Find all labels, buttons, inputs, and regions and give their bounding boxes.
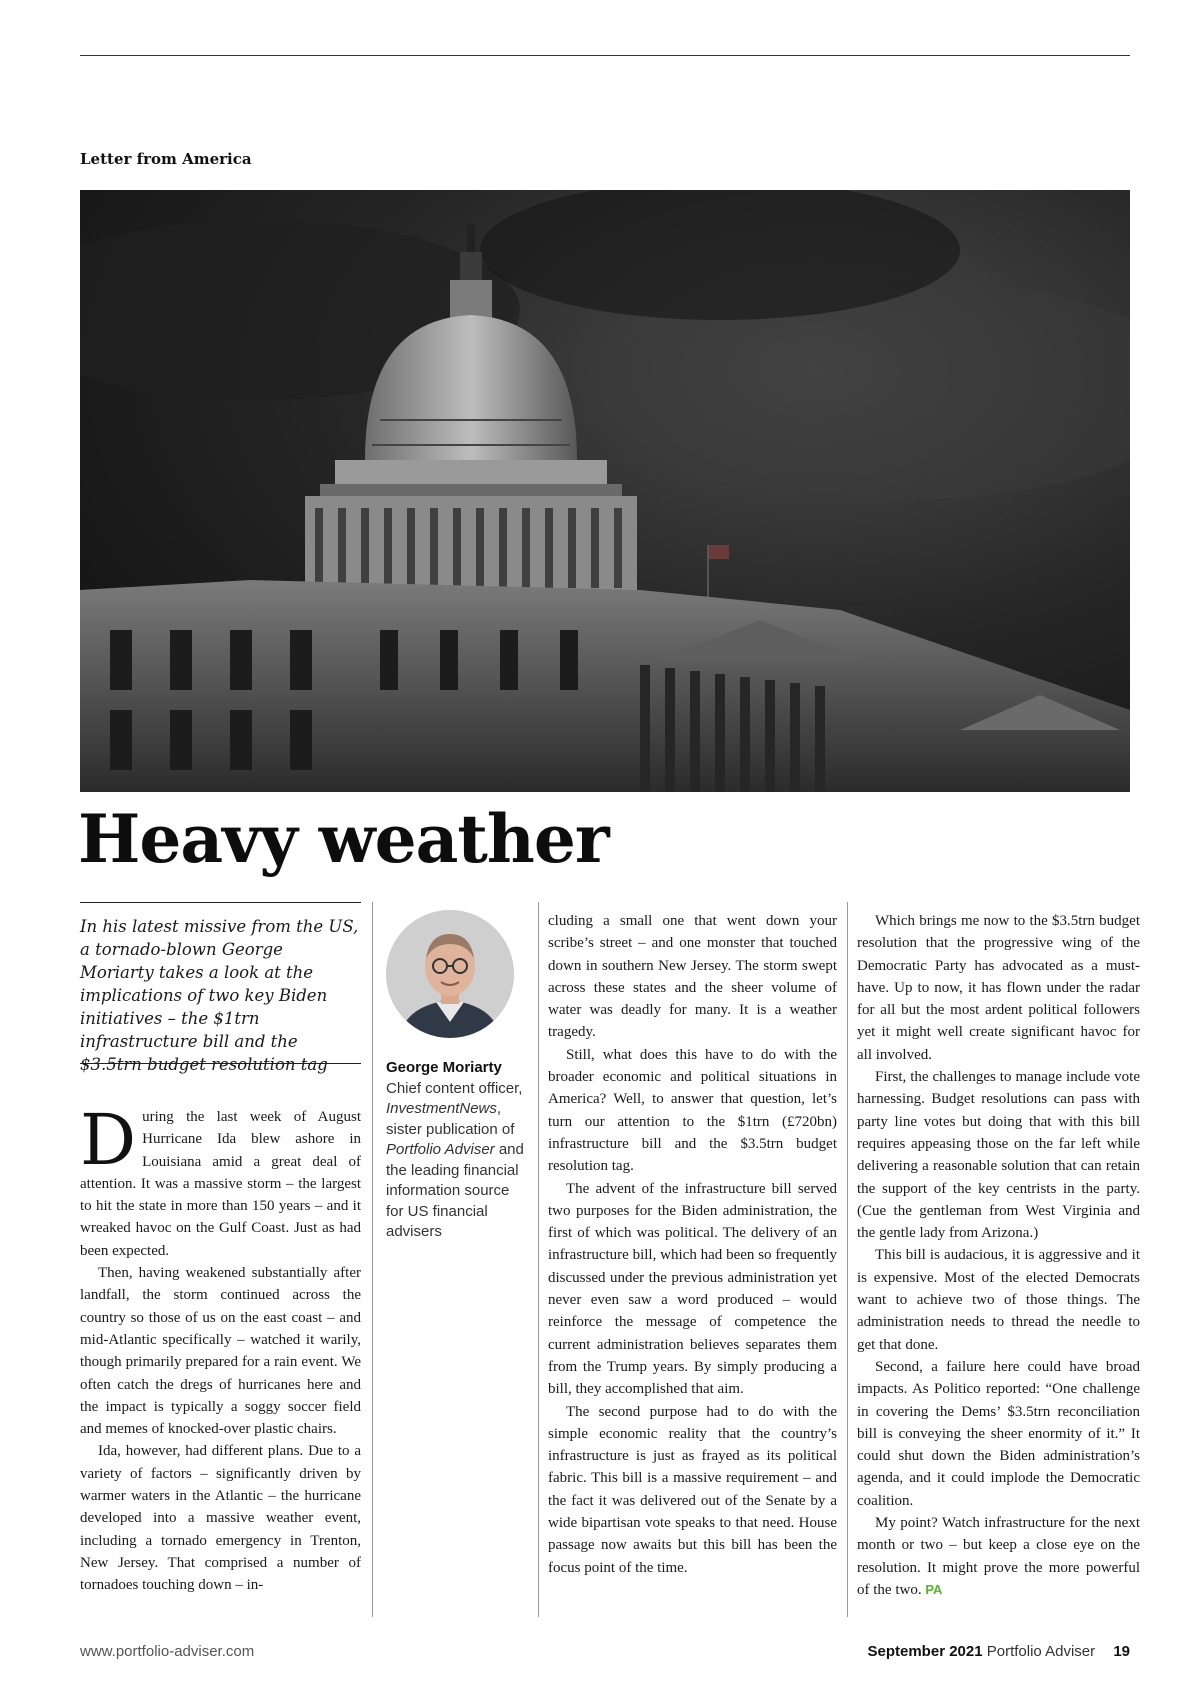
body-paragraph: cluding a small one that went down your scribe’s street – and one monster that touched down in southern New Jersey. The storm swept across these states and the sheer volume of water was deadly for many. It is a weather tragedy.: [548, 913, 837, 1041]
footer-website: www.portfolio-adviser.com: [80, 1643, 255, 1660]
footer-folio: [868, 1643, 1131, 1660]
drop-cap: D: [80, 1099, 137, 1181]
author-avatar: [386, 910, 514, 1038]
hero-image: [80, 190, 1130, 792]
top-rule: [80, 55, 1130, 56]
author-bio: Chief content officer, InvestmentNews, sister publication of Portfolio Adviser and the leading financial information source for US financial advisers: [386, 1079, 524, 1240]
standfirst-box: [80, 902, 361, 1074]
body-paragraph: My point? Watch infrastructure for the next month or two – but keep a close eye on the resolution. It might prove the more powerful of the two. PA: [857, 1515, 1140, 1598]
headline: Heavy weather: [78, 800, 609, 878]
footer-date: September 2021: [867, 1643, 983, 1660]
body-paragraph: The second purpose had to do with the simple economic reality that the country’s infrastructure is just as frayed as its political fabric. This bill is a massive requirement – and the fact it was delivered out of the Senate by a wide bipartisan vote speaks to that need. House passage now awaits but this bill has been the focus point of the time.: [548, 1403, 837, 1576]
body-paragraph: Which brings me now to the $3.5trn budget resolution that the progressive wing of the Democratic Party has advocated as a must-have. Up to now, it has flown under the radar for all but the most ardent political followers yet it might well create significant havoc for all involved.: [857, 913, 1140, 1063]
body-column-3: [857, 910, 1140, 1601]
body-paragraph: First, the challenges to manage include vote harnessing. Budget resolutions can pass with party line votes but doing that with this bill requires appeasing those on the far left while delivering a reasonable solution that can retain the support of the key centrists in the party. (Cue the gentleman from West Virginia and the gentle lady from Arizona.): [857, 1069, 1140, 1242]
body-paragraph: This bill is audacious, it is aggressive and it is expensive. Most of the elected Democrats want to achieve two of those things. The administration needs to thread the needle to get that done.: [857, 1247, 1140, 1353]
author-info: [386, 1058, 526, 1243]
page-number: 19: [1113, 1643, 1130, 1660]
column-divider: [372, 902, 373, 1617]
body-paragraph: Then, having weakened substantially after landfall, the storm continued across the country so those of us on the east coast – and mid-Atlantic specifically – watched it warily, though primarily prepared for a rain event. We often catch the dregs of hurricanes here and the impact is typically a soggy soccer field and memes of knocked-over plastic chairs.: [80, 1265, 361, 1438]
body-column-1: [80, 1099, 361, 1597]
body-paragraph: Still, what does this have to do with the broader economic and political situations in America? Well, to answer that question, let’s turn our attention to the $1trn (£720bn) infrastructure bill and the $3.5trn budget resolution tag.: [548, 1046, 837, 1175]
body-paragraph: Ida, however, had different plans. Due to a variety of factors – significantly driven by warmer waters in the Atlantic – the hurricane developed into a massive weather event, including a tornado emergency in Trenton, New Jersey. That comprised a number of tornadoes touching down – in-: [80, 1443, 361, 1594]
section-label: Letter from America: [80, 150, 252, 168]
body-column-2: [548, 910, 837, 1579]
column-divider: [538, 902, 539, 1617]
body-paragraph: During the last week of August Hurricane Ida blew ashore in Louisiana amid a great deal of attention. It was a massive storm – the largest to hit the state in more than 150 years – and it wreaked havoc on the Gulf Coast. Just as had been expected.: [80, 1099, 361, 1259]
standfirst: In his latest missive from the US, a tornado-blown George Moriarty takes a look at the implications of two key Biden initiatives – the $1trn infrastructure bill and the $3.5trn budget resolution tag: [80, 917, 359, 1074]
end-mark-logo: PA: [925, 1581, 943, 1597]
body-paragraph: Second, a failure here could have broad impacts. As Politico reported: “One challenge in covering the Dems’ $3.5trn reconciliation bill is conveying the sheer enormity of it.” It could shut down the Biden administration’s agenda, and it could implode the Democratic coalition.: [857, 1358, 1140, 1509]
footer-publication: Portfolio Adviser: [986, 1643, 1096, 1660]
author-name: George Moriarty: [386, 1059, 502, 1076]
column-divider: [847, 902, 848, 1617]
body-paragraph: The advent of the infrastructure bill served two purposes for the Biden administration, the first of which was political. The delivery of an infrastructure bill, which had been so frequently discussed under the previous administration yet never even saw a word produced – would reinforce the message of competence the current administration believes separates them from the Trump years. By simply producing a bill, they accomplished that aim.: [548, 1180, 837, 1398]
